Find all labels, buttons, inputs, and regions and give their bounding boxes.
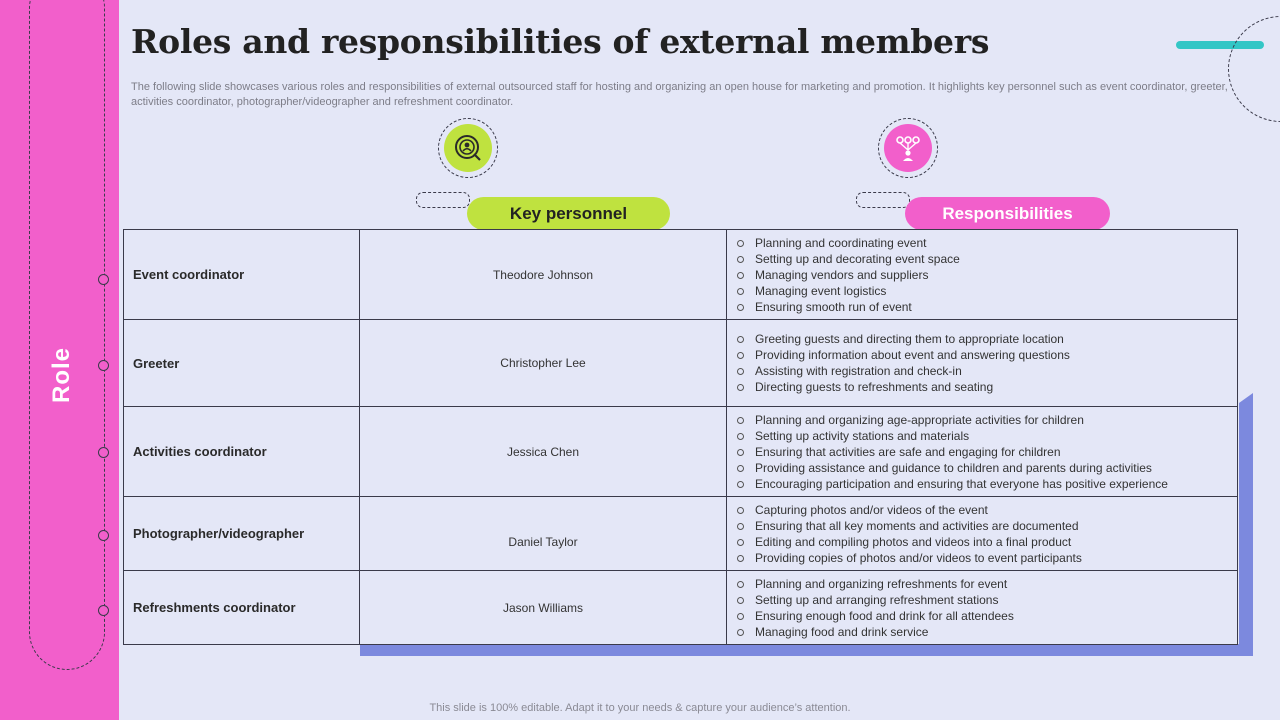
key-personnel-connector <box>416 192 470 208</box>
list-item: Greeting guests and directing them to appropriate location <box>737 331 1237 347</box>
list-item: Managing event logistics <box>737 283 1237 299</box>
responsibilities-list <box>727 498 1237 570</box>
list-item: Ensuring smooth run of event <box>737 299 1237 315</box>
responsibilities-list <box>727 408 1237 496</box>
responsibilities-icon-ring <box>878 118 938 178</box>
table-row <box>124 571 1238 645</box>
table-row <box>124 320 1238 407</box>
role-cell: Refreshments coordinator <box>124 571 360 645</box>
list-item: Ensuring that all key moments and activities are documented <box>737 518 1237 534</box>
key-personnel-icon-ring <box>438 118 498 178</box>
responsibilities-list <box>727 327 1237 399</box>
person-cell: Jessica Chen <box>360 407 727 497</box>
person-cell: Theodore Johnson <box>360 230 727 320</box>
list-item: Planning and organizing age-appropriate activities for children <box>737 412 1237 428</box>
responsibilities-cell <box>727 320 1238 407</box>
list-item: Providing assistance and guidance to children and parents during activities <box>737 460 1237 476</box>
responsibilities-cell <box>727 497 1238 571</box>
table-shadow-bottom <box>360 644 1253 656</box>
list-item: Providing information about event and answering questions <box>737 347 1237 363</box>
role-cell: Activities coordinator <box>124 407 360 497</box>
role-cell: Event coordinator <box>124 230 360 320</box>
responsibilities-header: Responsibilities <box>905 197 1110 230</box>
table-shadow-side <box>1239 393 1253 656</box>
list-item: Setting up activity stations and materials <box>737 428 1237 444</box>
list-item: Planning and organizing refreshments for event <box>737 576 1237 592</box>
person-cell: Jason Williams <box>360 571 727 645</box>
key-personnel-header: Key personnel <box>467 197 670 230</box>
sidebar-node <box>98 447 109 458</box>
responsibilities-list <box>727 231 1237 319</box>
list-item: Setting up and decorating event space <box>737 251 1237 267</box>
responsibilities-list <box>727 572 1237 644</box>
list-item: Encouraging participation and ensuring that everyone has positive experience <box>737 476 1237 492</box>
target-user-icon <box>444 124 492 172</box>
person-cell: Daniel Taylor <box>360 497 727 571</box>
table-row <box>124 230 1238 320</box>
table-row <box>124 407 1238 497</box>
footer-note: This slide is 100% editable. Adapt it to your needs & capture your audience’s attention. <box>429 702 851 714</box>
list-item: Providing copies of photos and/or videos to event participants <box>737 550 1237 566</box>
role-cell: Photographer/videographer <box>124 497 360 571</box>
page-title: Roles and responsibilities of external members <box>131 22 990 61</box>
responsibilities-cell <box>727 571 1238 645</box>
role-cell: Greeter <box>124 320 360 407</box>
roles-table <box>123 229 1238 645</box>
list-item: Ensuring that activities are safe and engaging for children <box>737 444 1237 460</box>
sidebar-node <box>98 530 109 541</box>
sidebar <box>0 0 119 720</box>
list-item: Directing guests to refreshments and seating <box>737 379 1237 395</box>
list-item: Planning and coordinating event <box>737 235 1237 251</box>
responsibilities-cell <box>727 407 1238 497</box>
list-item: Assisting with registration and check-in <box>737 363 1237 379</box>
sidebar-label: Role <box>48 346 75 404</box>
responsibilities-connector <box>856 192 910 208</box>
team-network-icon <box>884 124 932 172</box>
list-item: Ensuring enough food and drink for all attendees <box>737 608 1237 624</box>
sidebar-node <box>98 274 109 285</box>
person-cell: Christopher Lee <box>360 320 727 407</box>
sidebar-node <box>98 605 109 616</box>
list-item: Managing vendors and suppliers <box>737 267 1237 283</box>
list-item: Setting up and arranging refreshment stations <box>737 592 1237 608</box>
responsibilities-cell <box>727 230 1238 320</box>
list-item: Capturing photos and/or videos of the event <box>737 502 1237 518</box>
decorative-circle <box>1228 16 1280 122</box>
table-row <box>124 497 1238 571</box>
list-item: Editing and compiling photos and videos into a final product <box>737 534 1237 550</box>
sidebar-node <box>98 360 109 371</box>
list-item: Managing food and drink service <box>737 624 1237 640</box>
page-subtitle: The following slide showcases various roles and responsibilities of external outsourced staff for hosting and organizing an open house for marketing and promotion. It highlights key personnel such as event coordinator, greeter, activities coordinator, photographer/videographer and refreshment coordinator. <box>131 81 1228 108</box>
sidebar-dashed-frame <box>29 0 105 670</box>
